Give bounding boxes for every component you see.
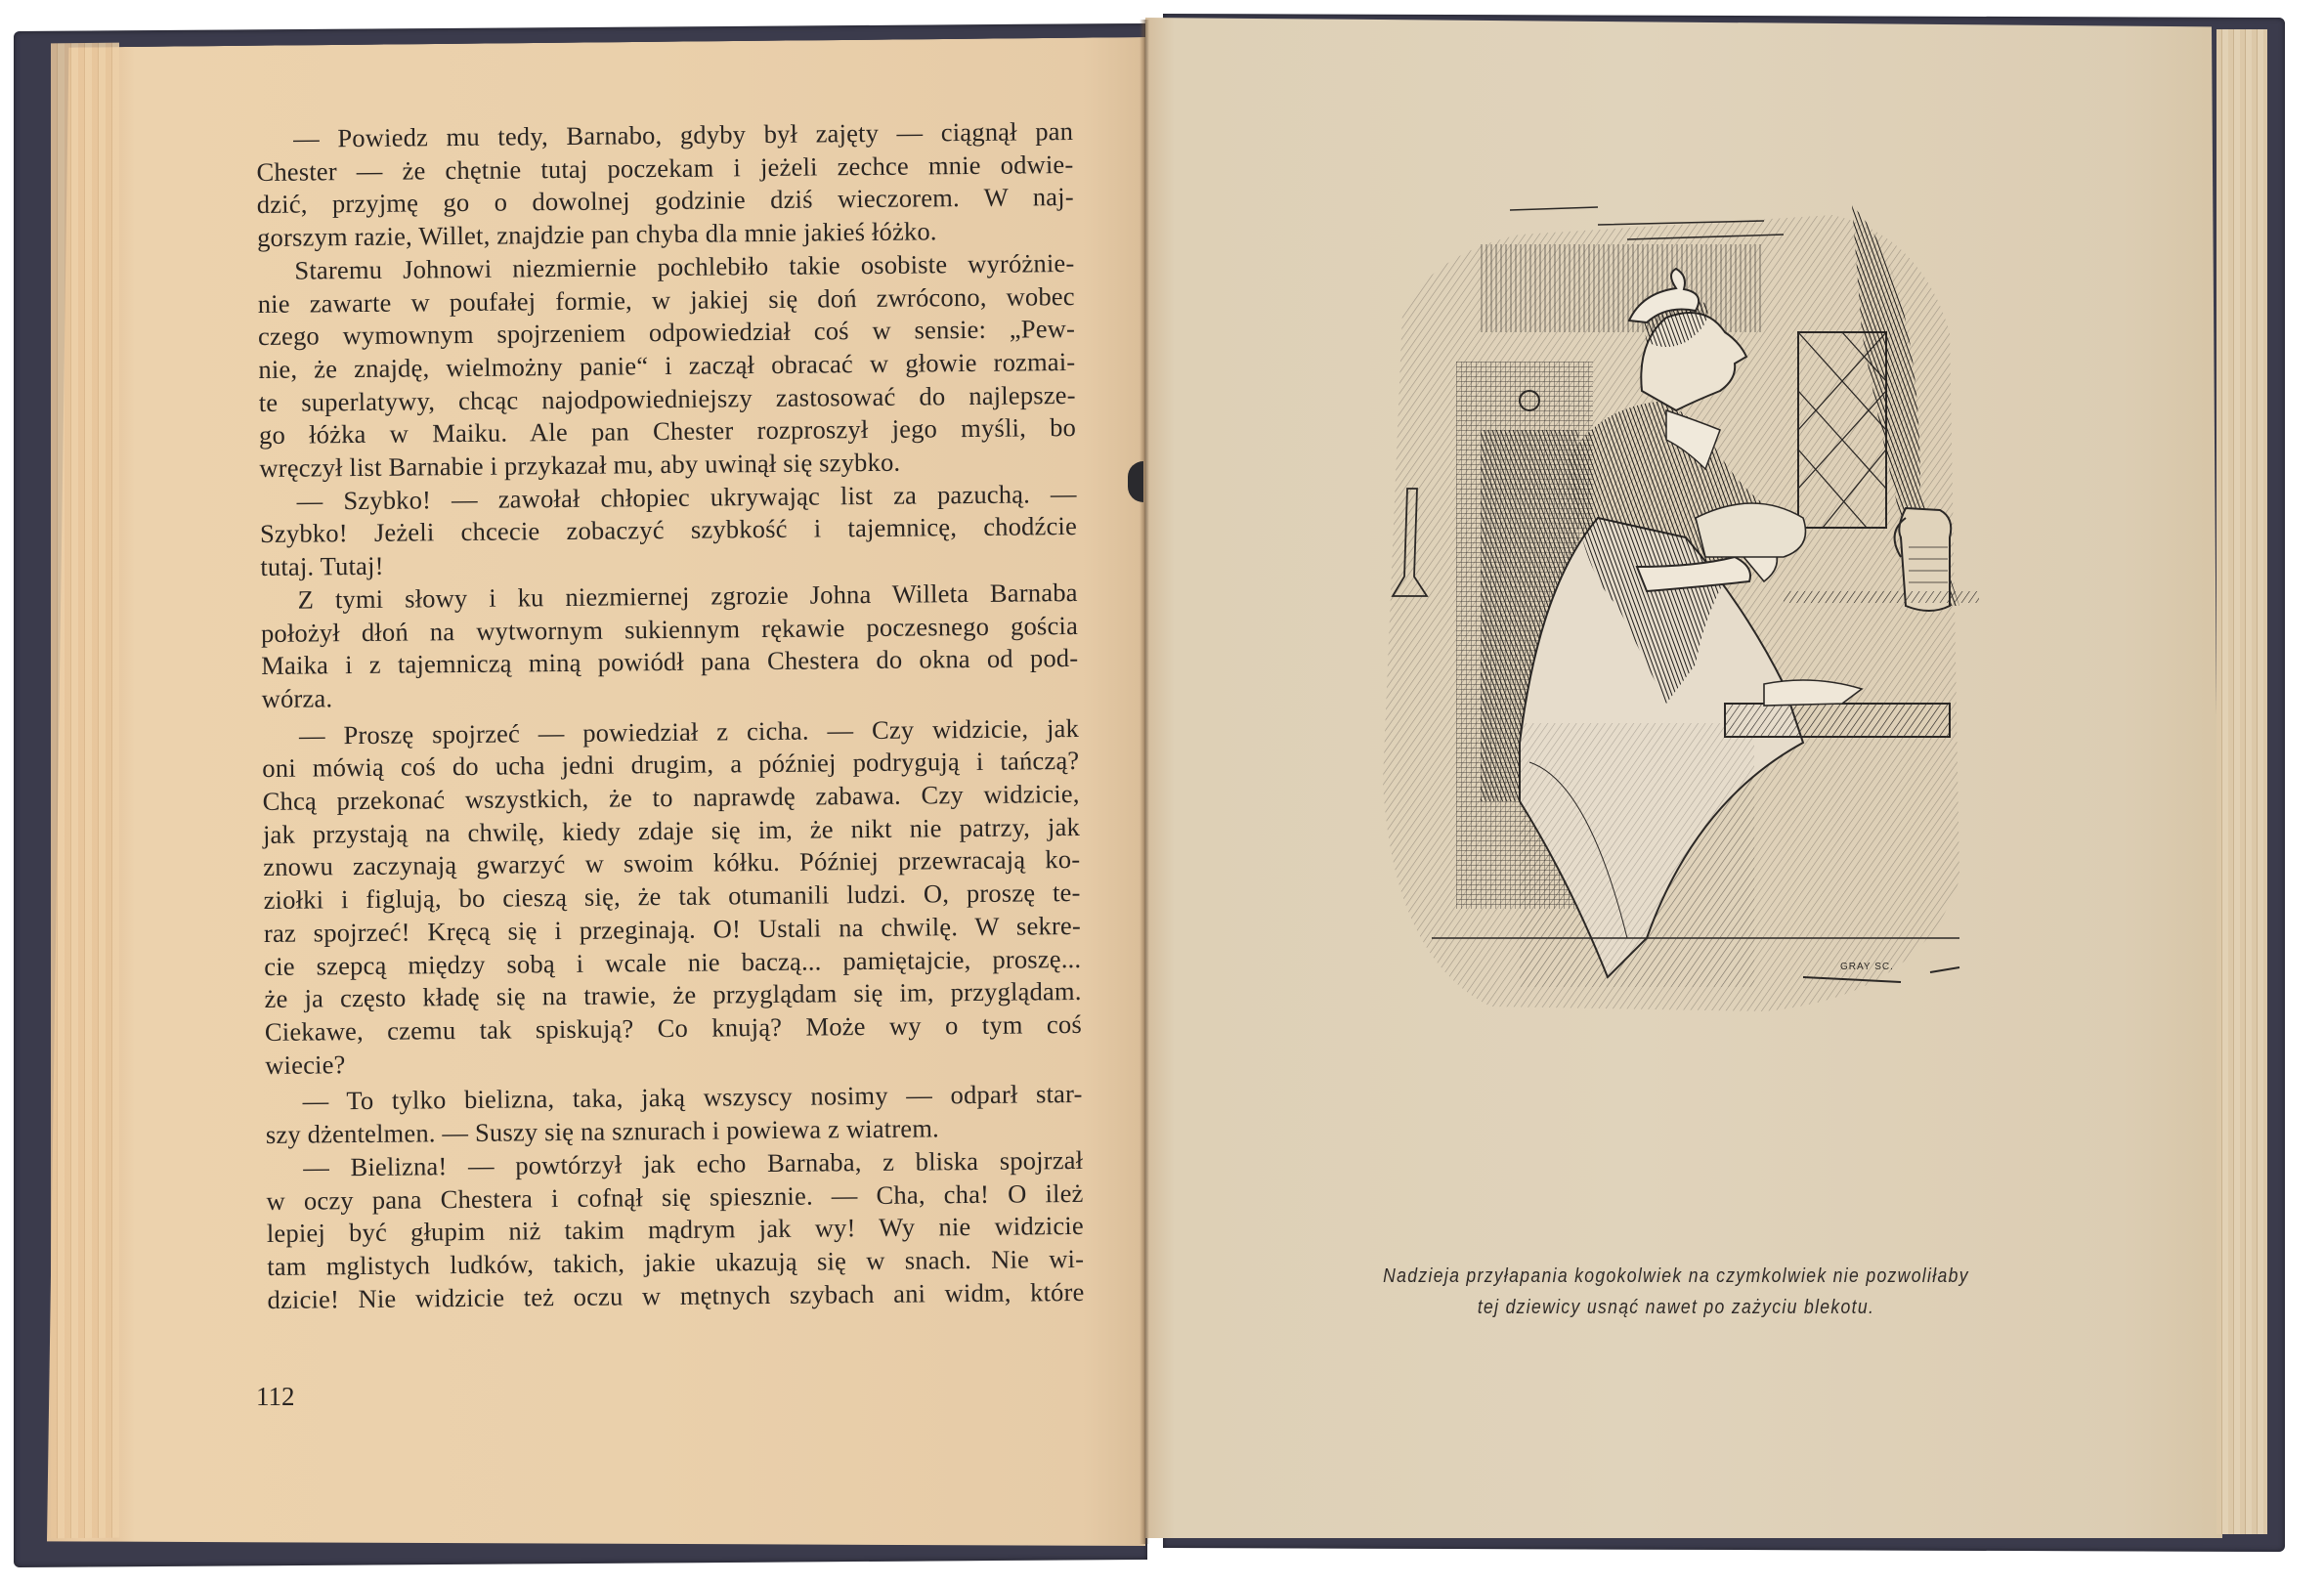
text-line: szy dżentelmen. — Suszy się na sznurach i powiewa z wiatrem.: [265, 1113, 940, 1150]
page-number: 112: [256, 1382, 295, 1411]
text-line: — Proszę spojrzeć — powiedział z cicha. — Czy widzicie, jak: [298, 712, 1080, 750]
text-line: że ja często kładę się na trawie, że przyglądam się im, przyglądam.: [264, 976, 1082, 1014]
text-line: lepiej być głupim niż takim mądrym jak wy! Wy nie widzicie: [266, 1211, 1085, 1249]
text-line: — To tylko bielizna, taka, jaką wszyscy nosimy — odparł star-: [302, 1079, 1083, 1116]
right-page-edges: [2216, 29, 2267, 1534]
text-line: nie zawarte w poufałej formie, w jakiej się doń zwrócono, wobec: [257, 280, 1075, 319]
text-line: położył dłoń na wytwornym sukiennym rękawie poczesnego gościa: [260, 610, 1079, 648]
text-line: tutaj. Tutaj!: [260, 550, 384, 582]
text-line: ziołki i figlują, bo cieszą się, że tak otumanili ludzi. O, proszę te-: [263, 878, 1081, 916]
text-line: Chester — że chętnie tutaj poczekam i jeżeli zechce mnie odwie-: [256, 149, 1074, 187]
text-line: — Powiedz mu tedy, Barnabo, gdyby był zajęty — ciągnął pan: [293, 115, 1074, 153]
illustration-caption: [1336, 1261, 2015, 1323]
text-line: go łóżka w Maiku. Ale pan Chester rozproszył jego myśli, bo: [258, 412, 1077, 450]
caption-line-1: Nadzieja przyłapania kogokolwiek na czymkolwiek nie pozwoliłaby: [1383, 1265, 1969, 1287]
text-line: Szybko! Jeżeli chcecie zobaczyć szybkość i tajemnicę, chodźcie: [259, 511, 1078, 549]
text-line: dzić, przyjmę go o dowolnej godzinie dziś wieczorem. W naj-: [256, 182, 1074, 220]
binding-thread-mark: [1128, 461, 1143, 502]
text-line: jak przystają na chwilę, kiedy zdaje się im, że nikt nie patrzy, jak: [262, 811, 1081, 849]
text-line: raz spojrzeć! Kręcą się i przeginają. O! Ustali na chwilę. W sekre-: [263, 910, 1082, 948]
left-page-edges: [51, 43, 119, 1539]
text-line: czego wymownym spojrzeniem odpowiedział coś w sensie: „Pew-: [257, 314, 1076, 352]
engraver-signature: GRAY SC.: [1840, 962, 1894, 972]
text-line: w oczy pana Chestera i cofnął się spiesznie. — Cha, cha! O ileż: [266, 1178, 1084, 1216]
text-line: znowu zaczynają gwarzyć w swoim kółku. Później przewracają ko-: [263, 844, 1081, 882]
text-line: wiecie?: [265, 1049, 346, 1080]
text-line: tam mglistych ludków, takich, jakie ukazują się w snach. Nie wi-: [267, 1243, 1085, 1281]
text-line: dzicie! Nie widzicie też oczu w mętnych szybach ani widm, które: [267, 1276, 1085, 1314]
text-line: oni mówią coś do ucha jedni drugim, a później podrygują i tańczą?: [262, 746, 1080, 784]
text-line: Chcą przekonać wszystkich, że to naprawdę zabawa. Czy widzicie,: [262, 779, 1080, 817]
caption-line-2: tej dziewicy usnąć nawet po zażyciu blekotu.: [1477, 1297, 1875, 1318]
text-line: Ciekawe, czemu tak spiskują? Co knują? Może wy o tym coś: [264, 1008, 1083, 1047]
book-gutter: [1140, 20, 1149, 1544]
text-line: wręczył list Barnabie i przykazał mu, aby uwinął się szybko.: [259, 447, 901, 484]
text-line: nie, że znajdę, wielmożny panie“ i zaczął obracać w głowie rozmai-: [258, 346, 1076, 384]
text-line: gorszym razie, Willet, znajdzie pan chyba dla mnie jakieś łóżko.: [256, 216, 937, 253]
woman-by-window-engraving-icon: [1373, 195, 1989, 1026]
text-line: wórza.: [261, 683, 333, 713]
text-line: — Szybko! — zawołał chłopiec ukrywając list za pazuchą. —: [296, 478, 1077, 516]
text-line: te superlatywy, chcąc najodpowiedniejszy zastosować do najlepsze-: [258, 379, 1076, 417]
left-page-body-text: [256, 115, 1085, 1316]
text-line: — Bielizna! — powtórzył jak echo Barnaba, z bliska spojrzał: [303, 1144, 1084, 1182]
text-line: Z tymi słowy i ku niezmiernej zgrozie Johna Willeta Barnaba: [297, 577, 1078, 615]
text-line: Staremu Johnowi niezmiernie pochlebiło takie osobiste wyróżnie-: [294, 247, 1075, 285]
text-line: Maika i z tajemniczą miną powiódł pana Chestera do okna od pod-: [261, 643, 1079, 681]
engraving-illustration: [1373, 195, 1989, 1026]
text-line: cie szepcą między sobą i wcale nie baczą... pamiętajcie, proszę...: [264, 943, 1082, 981]
